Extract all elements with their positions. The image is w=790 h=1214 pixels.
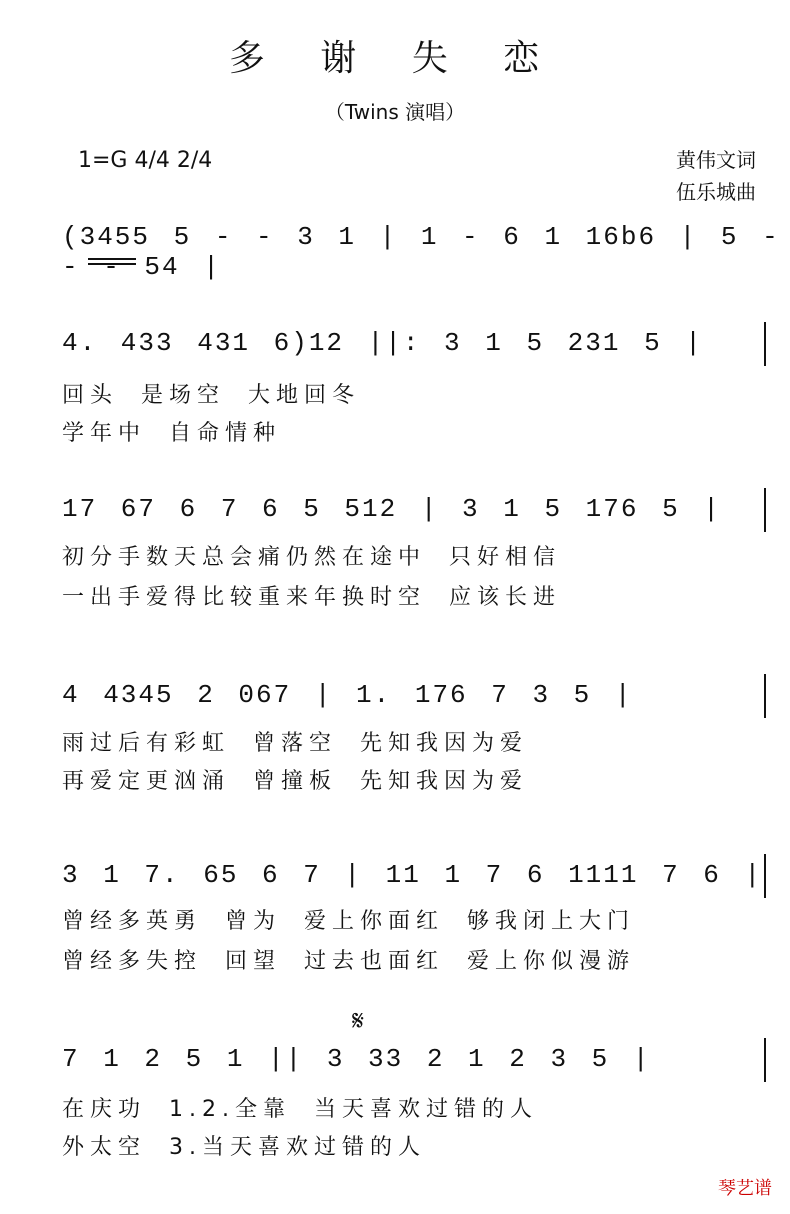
- watermark-logo: 琴艺谱: [718, 1178, 772, 1199]
- lyric-verse-1: 曾经多英勇 曾为 爱上你面红 够我闭上大门: [62, 909, 635, 934]
- song-title: 多 谢 失 恋: [228, 38, 562, 79]
- notation: 17 67 6 7 6 5 512 | 3 1 5 176 5 |: [62, 494, 721, 524]
- lyric-verse-1: 雨过后有彩虹 曾落空 先知我因为爱: [62, 731, 528, 756]
- notation: 3 1 7. 65 6 7 | 11 1 7 6 1111 7 6 |: [62, 860, 763, 890]
- composer-credit: 伍乐城曲: [676, 180, 756, 204]
- notation: (3455 5 - - 3 1 | 1 - 6 1 16b6 | 5 - - - 54 |: [62, 222, 780, 282]
- notation: 4 4345 2 067 | 1. 176 7 3 5 |: [62, 680, 633, 710]
- key-time-signature: 1=G 4/4 2/4: [78, 148, 213, 173]
- lyric-verse-2: 外太空 3.当天喜欢过错的人: [62, 1135, 426, 1160]
- performer-credit: （Twins 演唱）: [324, 100, 466, 124]
- notation: 4. 433 431 6)12 ||: 3 1 5 231 5 |: [62, 328, 703, 358]
- lyric-verse-1: 回头 是场空 大地回冬: [62, 383, 360, 408]
- lyric-verse-2: 再爱定更汹涌 曾撞板 先知我因为爱: [62, 769, 528, 794]
- lyric-verse-2: 曾经多失控 回望 过去也面红 爱上你似漫游: [62, 949, 635, 974]
- lyric-verse-2: 一出手爱得比较重来年换时空 应该长进: [62, 585, 561, 610]
- lyric-verse-2: 学年中 自命情种: [62, 421, 281, 446]
- segno-sign: 𝄋: [352, 1004, 365, 1037]
- credits: [676, 144, 756, 208]
- lyric-verse-1: 初分手数天总会痛仍然在途中 只好相信: [62, 545, 561, 570]
- notation: 7 1 2 5 1 || 3 33 2 1 2 3 5 |: [62, 1044, 651, 1074]
- lyric-verse-1: 在庆功 1.2.全靠 当天喜欢过错的人: [62, 1097, 538, 1122]
- lyricist-credit: 黄伟文词: [676, 148, 756, 172]
